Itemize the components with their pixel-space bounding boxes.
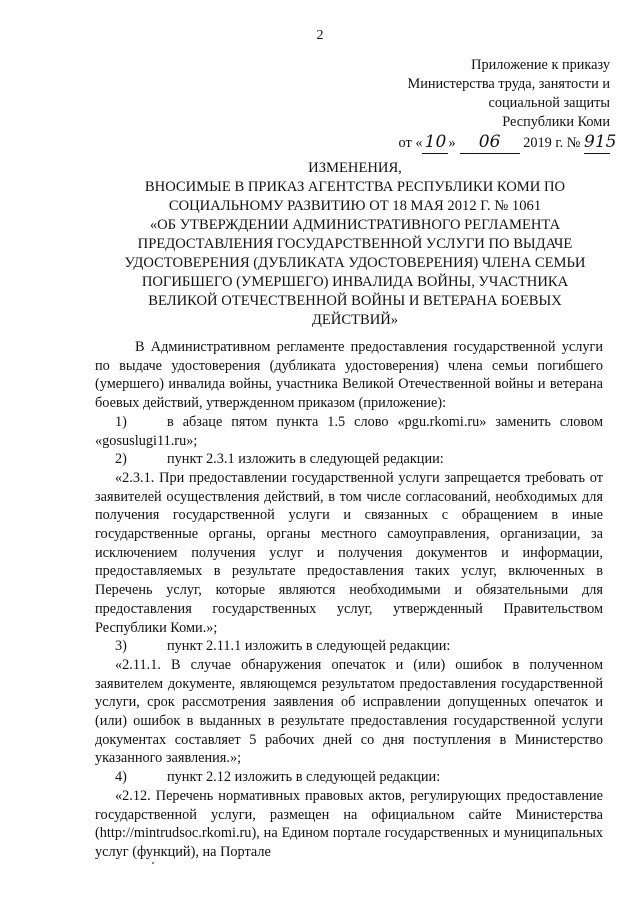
document-body [95,338,603,862]
title-line: УДОСТОВЕРЕНИЯ (ДУБЛИКАТА УДОСТОВЕРЕНИЯ) ЧЛЕНА СЕМЬИ [124,255,586,271]
quoted-paragraph: «2.3.1. При предоставлении государственной услуги запрещается требовать от заявителей осуществления действий, в том числе согласований, необходимых для получения государственной услуги и связанных с обращением в иные государственные органы, органы местного самоуправления, организации, за исключением получения услуг и получения документов и информации, предоставляемых в результате предоставления таких услуг, включенных в Перечень услуг, которые являются необходимыми и обязательными для предоставления государственных услуг, утвержденный Правительством Республики Коми.»; [95,469,603,636]
title-line: ИЗМЕНЕНИЯ, [308,160,402,176]
title-line: «ОБ УТВЕРЖДЕНИИ АДМИНИСТРАТИВНОГО РЕГЛАМЕНТА [149,217,561,233]
scan-speck [152,862,154,864]
item-number: 4) [115,769,127,786]
annex-line: Республики Коми [502,114,610,130]
page-number: 2 [316,28,324,43]
title-line: СОЦИАЛЬНОМУ РАЗВИТИЮ ОТ 18 МАЯ 2012 Г. № 1061 [168,198,542,214]
intro-paragraph: В Административном регламенте предоставления государственной услуги по выдаче удостоверения (дубликата удостоверения) члена семьи погибшего (умершего) инвалида войны, участника Великой Отечественной войны и ветерана боевых действий, утвержденном приказом (приложение): [95,339,603,412]
date-mid: » [448,135,456,151]
annex-line: Приложение к приказу [471,57,610,73]
list-item [95,637,603,656]
quoted-paragraph: «2.12. Перечень нормативных правовых актов, регулирующих предоставление государственной услуги, размещен на официальном сайте Министерства (http://mintrudsoc.rkomi.ru), на Едином портале государственных и муниципальных услуг (функций), на Портале [95,787,603,860]
date-year: 2019 г. № [523,135,581,151]
date-prefix: от « [398,135,423,151]
handwritten-day: 10 [424,132,447,152]
handwritten-number: 915 [584,132,617,152]
item-number: 3) [115,638,127,655]
list-item [95,413,603,450]
annex-header [350,56,617,154]
order-date-line [350,132,617,154]
document-title [120,159,590,330]
quoted-paragraph: «2.11.1. В случае обнаружения опечаток и (или) ошибок в полученном заявителем документе, являющемся результатом предоставления государственной услуги, срок рассмотрения заявления об исправлении допущенных опечаток и (или) ошибок в выданных в результате предоставления государственной услуги документах составляет 5 рабочих дней со дня поступления в Министерство указанного заявления.»; [95,656,603,767]
item-text: пункт 2.11.1 изложить в следующей редакции: [167,638,451,655]
item-text: пункт 2.12 изложить в следующей редакции: [167,769,441,786]
annex-line: Министерства труда, занятости и [407,76,610,92]
title-line: ВЕЛИКОЙ ОТЕЧЕСТВЕННОЙ ВОЙНЫ И ВЕТЕРАНА БОЕВЫХ [148,293,562,309]
title-line: ДЕЙСТВИЙ» [311,312,399,328]
item-number: 1) [115,413,127,430]
title-line: ВНОСИМЫЕ В ПРИКАЗ АГЕНТСТВА РЕСПУБЛИКИ КОМИ ПО [144,179,566,195]
title-line: ПРЕДОСТАВЛЕНИЯ ГОСУДАРСТВЕННОЙ УСЛУГИ ПО ВЫДАЧЕ [137,236,573,252]
list-item [95,768,603,787]
list-item [95,450,603,469]
item-text: пункт 2.3.1 изложить в следующей редакции: [167,451,444,468]
item-number: 2) [115,451,127,468]
title-line: ПОГИБШЕГО (УМЕРШЕГО) ИНВАЛИДА ВОЙНЫ, УЧАСТНИКА [141,274,569,290]
handwritten-month: 06 [478,132,501,152]
item-text: в абзаце пятом пункта 1.5 слово «pgu.rkomi.ru» заменить словом «gosuslugi11.ru»; [95,413,603,449]
annex-line: социальной защиты [488,95,610,111]
